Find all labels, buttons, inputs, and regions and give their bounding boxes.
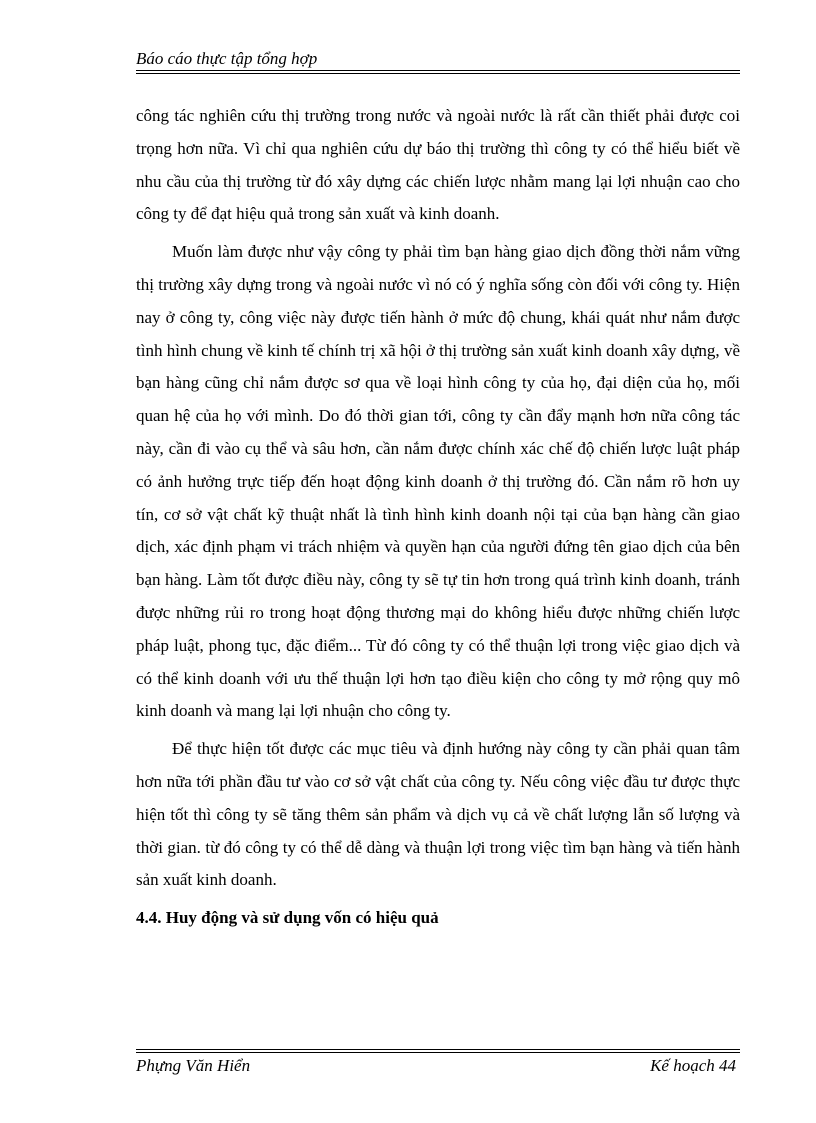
header-title: Báo cáo thực tập tổng hợp: [136, 49, 318, 68]
document-body: [136, 100, 740, 935]
header-rule: [136, 70, 740, 74]
paragraph-investment: Để thực hiện tốt được các mục tiêu và định hướng này công ty cần phải quan tâm hơn nữa tới phần đầu tư vào cơ sở vật chất của công ty. Nếu công việc đầu tư được thực hiện tốt thì công ty sẽ tăng thêm sản phẩm và dịch vụ cả về chất lượng lẫn số lượng và thời gian. từ đó công ty có thể dễ dàng và thuận lợi trong việc tìm bạn hàng và tiến hành sản xuất kinh doanh.: [136, 739, 740, 890]
page-footer: [136, 1054, 740, 1078]
footer-author: Phựng Văn Hiển: [136, 1056, 251, 1075]
footer-rule: [136, 1049, 740, 1053]
page-header: [136, 48, 740, 70]
paragraph-continuation: công tác nghiên cứu thị trường trong nước và ngoài nước là rất cần thiết phải được coi trọng hơn nữa. Vì chỉ qua nghiên cứu dự báo thị trường thì công ty có thể hiểu biết về nhu cầu của thị trường từ đó xây dựng các chiến lược nhằm mang lại lợi nhuận cao cho công ty để đạt hiệu quả trong sản xuất và kinh doanh.: [136, 106, 740, 224]
footer-course: Kế hoạch 44: [650, 1056, 736, 1075]
paragraph-partners: Muốn làm được như vậy công ty phải tìm bạn hàng giao dịch đồng thời nắm vững thị trường xây dựng trong và ngoài nước vì nó có ý nghĩa sống còn đối với công ty. Hiện nay ở công ty, công việc này được tiến hành ở mức độ chung, khái quát như nắm được tình hình chung về kinh tế chính trị xã hội ở thị trường sản xuất kinh doanh xây dựng, về bạn hàng cũng chỉ nắm được sơ qua về loại hình công ty của họ, đại diện của họ, mối quan hệ của họ với mình. Do đó thời gian tới, công ty cần đẩy mạnh hơn nữa công tác này, cần đi vào cụ thể và sâu hơn, cần nắm được chính xác chế độ chiến lược luật pháp có ảnh hưởng trực tiếp đến hoạt động kinh doanh ở thị trường đó. Cần nắm rõ hơn uy tín, cơ sở vật chất kỹ thuật nhất là tình hình kinh doanh nội tại của bạn hàng cần giao dịch, xác định phạm vi trách nhiệm và quyền hạn của người đứng tên giao dịch của bên bạn hàng. Làm tốt được điều này, công ty sẽ tự tin hơn trong quá trình kinh doanh, tránh được những rủi ro trong hoạt động thương mại do không hiểu được những chiến lược pháp luật, phong tục, đặc điểm... Từ đó công ty có thể thuận lợi trong việc giao dịch và có thể kinh doanh với ưu thế thuận lợi hơn tạo điều kiện cho công ty mở rộng quy mô kinh doanh và mang lại lợi nhuận cho công ty.: [136, 242, 740, 721]
section-heading: 4.4. Huy động và sử dụng vốn có hiệu quả: [136, 908, 439, 928]
